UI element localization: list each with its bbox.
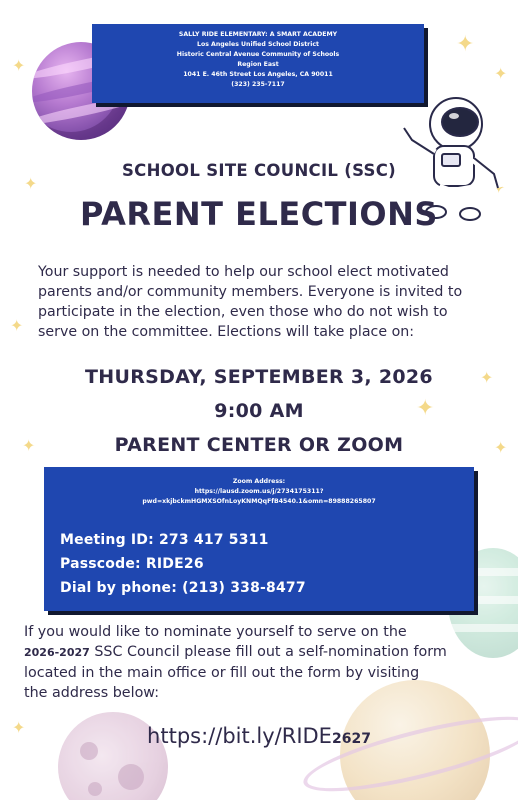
zoom-address	[44, 477, 474, 507]
dial-by-phone: Dial by phone: (213) 338-8477	[60, 580, 306, 596]
star-icon: ✦	[10, 316, 24, 335]
nomination-link-main[interactable]: https://bit.ly/RIDE	[147, 724, 332, 748]
star-icon: ✦	[456, 32, 475, 57]
star-icon: ✦	[416, 396, 435, 421]
nomination-line-4: the address below:	[24, 685, 160, 701]
passcode: Passcode: RIDE26	[60, 556, 204, 572]
star-icon: ✦	[12, 56, 26, 75]
zoom-address-url-1[interactable]: https://lausd.zoom.us/j/2734175311?	[194, 488, 324, 495]
school-community: Historic Central Avenue Community of Schools	[176, 51, 340, 58]
star-icon: ✦	[24, 174, 38, 193]
star-icon: ✦	[480, 368, 494, 387]
zoom-address-url-2[interactable]: pwd=xkjbckmHGMXSOfnLoyKNMQqFfB4540.1&omn=89888265807	[142, 498, 376, 505]
nomination-line-3: located in the main office or fill out the form by visiting	[24, 665, 420, 681]
star-icon: ✦	[22, 436, 36, 455]
page-title: PARENT ELECTIONS	[80, 195, 438, 233]
school-header-box	[92, 24, 424, 103]
council-title: SCHOOL SITE COUNCIL (SSC)	[122, 161, 396, 180]
nomination-paragraph	[24, 622, 494, 703]
intro-paragraph: Your support is needed to help our school elect motivated parents and/or community members. Everyone is invited to participate in the election, even those who do not wish to serve on the committee. Elections will take place on:	[38, 264, 463, 340]
school-year: 2026-2027	[24, 646, 90, 659]
event-date: THURSDAY, SEPTEMBER 3, 2026	[85, 366, 433, 388]
star-icon: ✦	[12, 718, 26, 737]
nomination-line-1: If you would like to nominate yourself to serve on the	[24, 624, 407, 640]
event-location: PARENT CENTER OR ZOOM	[114, 434, 404, 456]
nomination-link-suffix[interactable]: 2627	[331, 731, 371, 747]
nomination-line-2	[24, 642, 494, 663]
zoom-info-box	[44, 467, 474, 611]
star-icon: ✦	[494, 438, 508, 457]
zoom-address-label: Zoom Address:	[232, 478, 286, 485]
star-icon: ✦	[494, 64, 508, 83]
event-time: 9:00 AM	[214, 400, 304, 422]
school-address: 1041 E. 46th Street Los Angeles, CA 90011	[183, 71, 333, 78]
school-phone: (323) 235-7117	[231, 81, 285, 88]
school-district: Los Angeles Unified School District	[197, 41, 319, 48]
star-icon: ✦	[492, 178, 506, 197]
school-region: Region East	[237, 61, 279, 68]
nomination-link[interactable]	[0, 724, 518, 748]
meeting-id: Meeting ID: 273 417 5311	[60, 532, 269, 548]
school-name: SALLY RIDE ELEMENTARY: A SMART ACADEMY	[178, 31, 338, 38]
nomination-line-2-text: SSC Council please fill out a self-nomination form	[89, 644, 447, 660]
